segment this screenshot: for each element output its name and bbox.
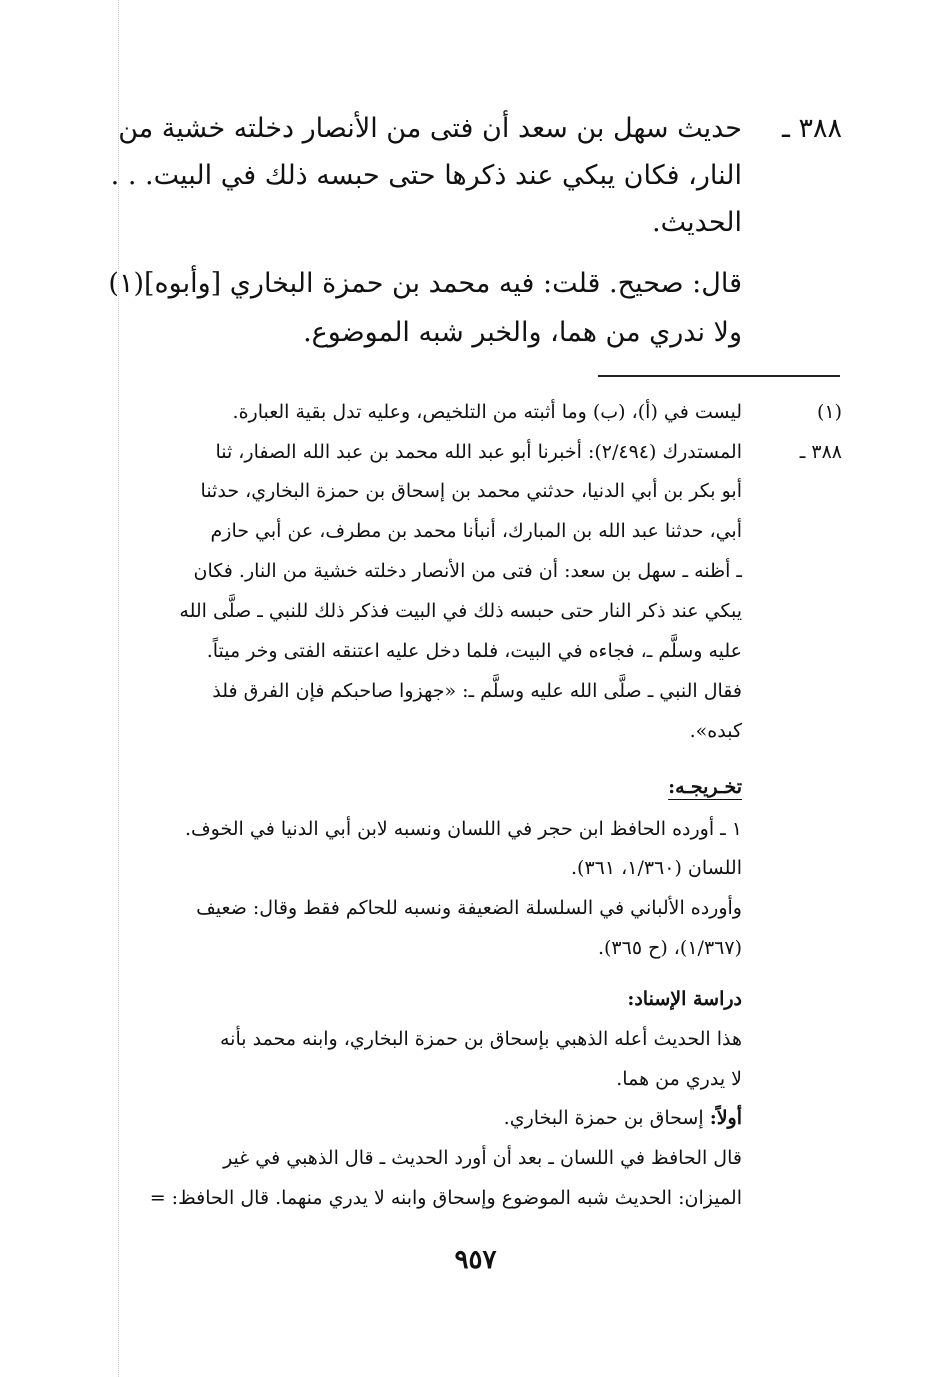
margin-guide [118,0,119,1377]
footnote-388-line-4: ـ أظنه ـ سهل بن سعد: أن فتى من الأنصار دخلته خشية من النار. فكان [193,560,742,582]
takhrij-line-2: اللسان (١/٣٦٠، ٣٦١). [571,857,742,879]
entry-number: ٣٨٨ ـ [781,113,842,144]
footnote-388-line-5: يبكي عند ذكر النار حتى حبسه ذلك في البيت فذكر ذلك للنبي ـ صلَّى الله [179,600,742,622]
entry-line-3: الحديث. [652,207,742,238]
entry-line-2: النار، فكان يبكي عند ذكرها حتى حبسه ذلك في البيت. . . [110,160,742,191]
takhrij-line-4: (١/٣٦٧)، (ح ٣٦٥). [597,937,742,959]
footnote-388-line-2: أبو بكر بن أبي الدنيا، حدثني محمد بن إسحاق بن حمزة البخاري، حدثنا [200,480,742,502]
isnad-line-1: هذا الحديث أعله الذهبي بإسحاق بن حمزة البخاري، وابنه محمد بأنه [220,1028,742,1050]
footnote-388-line-6: عليه وسلَّم ـ، فجاءه في البيت، فلما دخل عليه اعتنقه الفتى وخر ميتاً. [206,640,742,662]
takhrij-line-3: وأورده الألباني في السلسلة الضعيفة ونسبه للحاكم فقط وقال: ضعيف [196,897,742,919]
ruling-line-1: قال: صحيح. قلت: فيه محمد بن حمزة البخاري [وأبوه](١) [108,268,742,299]
entry-line-1: حديث سهل بن سعد أن فتى من الأنصار دخلته خشية من [118,113,742,144]
final-line-2: الميزان: الحديث شبه الموضوع وإسحاق وابنه لا يدري منهما. قال الحافظ: = [149,1187,742,1209]
footnote-388-line-3: أبي، حدثنا عبد الله بن المبارك، أنبأنا محمد بن مطرف، عن أبي حازم [210,520,742,542]
footnote-388-number: ٣٨٨ ـ [799,441,842,463]
footnote-1-text: ليست في (أ)، (ب) وما أثبته من التلخيص، وعليه تدل بقية العبارة. [232,401,742,423]
first-point-text: إسحاق بن حمزة البخاري. [503,1107,704,1129]
first-point-label: أولاً: [709,1107,742,1129]
footnote-1-number: (١) [816,401,842,423]
ruling-line-2: ولا ندري من هما، والخبر شبه الموضوع. [303,317,742,348]
first-point-line [504,1103,742,1133]
isnad-line-2: لا يدري من هما. [616,1068,742,1090]
footnote-388-line-8: كبده». [689,720,742,742]
final-line-1: قال الحافظ في اللسان ـ بعد أن أورد الحديث ـ قال الذهبي في غير [223,1147,742,1169]
takhrij-line-1: ١ ـ أورده الحافظ ابن حجر في اللسان ونسبه لابن أبي الدنيا في الخوف. [184,818,742,840]
page-number: ٩٥٧ [454,1245,497,1275]
footnote-388-line-7: فقال النبي ـ صلَّى الله عليه وسلَّم ـ: «جهزوا صاحبكم فإن الفرق فلذ [212,680,742,702]
takhrij-heading: تخـريجـه: [668,776,742,798]
isnad-heading: دراسة الإسناد: [627,988,742,1010]
footnote-separator [598,375,840,377]
footnote-388-line-1: المستدرك (٢/٤٩٤): أخبرنا أبو عبد الله محمد بن عبد الله الصفار، ثنا [215,441,742,463]
